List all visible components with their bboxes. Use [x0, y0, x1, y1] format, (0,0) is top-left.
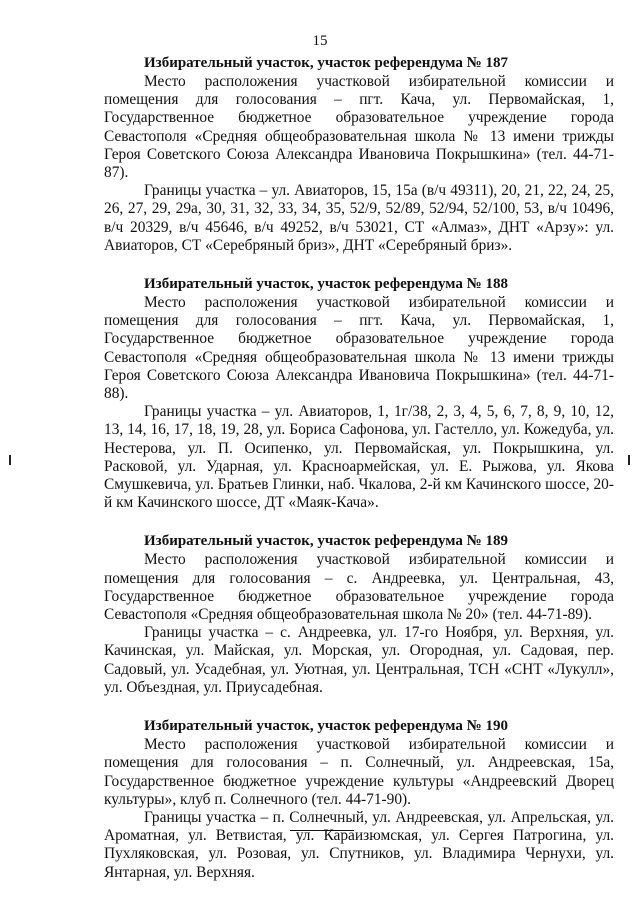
- polling-station-189: [104, 532, 614, 697]
- left-margin-mark: [9, 455, 11, 465]
- document-body: [104, 54, 614, 902]
- section-heading: Избирательный участок, участок референдума № 188: [144, 276, 508, 293]
- page-number: 15: [312, 33, 328, 49]
- boundaries-paragraph: Границы участка – с. Андреевка, ул. 17-го Ноября, ул. Верхняя, ул. Качинская, ул. Майская, ул. Морская, ул. Огородная, ул. Садовая, пер. Садовый, ул. Усадебная, ул. Уютная, ул. Центральная, ТСН «СНТ «Лукулл», ул. Объездная, ул. Приусадебная.: [104, 624, 614, 696]
- boundaries-paragraph: Границы участка – ул. Авиаторов, 15, 15а (в/ч 49311), 20, 21, 22, 24, 25, 26, 27, 29, 29а, 30, 31, 32, 33, 34, 35, 52/9, 52/89, 52/94, 52/100, 53, в/ч 10496, в/ч 20329, в/ч 45646, в/ч 49252, в/ч 53021, СТ «Алмаз», ДНТ «Арзу»: ул. Авиаторов, СТ «Серебряный бриз», ДНТ «Серебряный бриз».: [104, 182, 614, 254]
- section-heading: Избирательный участок, участок референдума № 190: [144, 718, 508, 735]
- section-heading: Избирательный участок, участок референдума № 187: [144, 55, 508, 71]
- location-paragraph: Место расположения участковой избирательной комиссии и помещения для голосования – пгт. Кача, ул. Первомайская, 1, Государственное бюджетное образовательное учреждение города Севастополя «Средняя общеобразовательная школа № 13 имени трижды Героя Советского Союза Александра Ивановича Покрышкина» (тел. 44-71-87).: [104, 73, 614, 182]
- polling-station-188: [104, 275, 614, 512]
- boundaries-paragraph: Границы участка – п. Солнечный, ул. Андреевская, ул. Апрельская, ул. Ароматная, ул. Ветвистая, ул. Караизюмская, ул. Сергея Патрогина, ул. Пухляковская, ул. Розовая, ул. Спутников, ул. Владимира Чернухи, ул. Янтарная, ул. Верхняя.: [104, 808, 614, 881]
- bottom-separator-line: [290, 830, 354, 831]
- polling-station-187: [104, 54, 614, 255]
- location-paragraph: Место расположения участковой избирательной комиссии и помещения для голосования – пгт. Кача, ул. Первомайская, 1, Государственное бюджетное образовательное учреждение города Севастополя «Средняя общеобразовательная школа № 13 имени трижды Героя Советского Союза Александра Ивановича Покрышкина» (тел. 44-71-88).: [104, 294, 614, 403]
- section-heading: Избирательный участок, участок референдума № 189: [144, 533, 508, 550]
- polling-station-190: [104, 717, 614, 882]
- right-margin-mark: [628, 455, 630, 465]
- location-paragraph: Место расположения участковой избирательной комиссии и помещения для голосования – с. Андреевка, ул. Центральная, 43, Государственное бюджетное образовательное учреждение города Севастополя «Средняя общеобразовательная школа № 20» (тел. 44-71-89).: [104, 551, 614, 624]
- location-paragraph: Место расположения участковой избирательной комиссии и помещения для голосования – п. Солнечный, ул. Андреевская, 15а, Государственное бюджетное учреждение культуры «Андреевский Дворец культуры», клуб п. Солнечного (тел. 44-71-90).: [104, 736, 614, 808]
- boundaries-paragraph: Границы участка – ул. Авиаторов, 1, 1г/38, 2, 3, 4, 5, 6, 7, 8, 9, 10, 12, 13, 14, 16, 17, 18, 19, 28, ул. Бориса Сафонова, ул. Гастелло, ул. Кожедуба, ул. Нестерова, ул. П. Осипенко, ул. Первомайская, ул. Покрышкина, ул. Расковой, ул. Ударная, ул. Красноармейская, ул. Е. Рыжова, ул. Якова Смушкевича, ул. Братьев Глинки, наб. Чкалова, 2-й км Качинского шоссе, 20-й км Качинского шоссе, ДТ «Маяк-Кача».: [104, 403, 614, 512]
